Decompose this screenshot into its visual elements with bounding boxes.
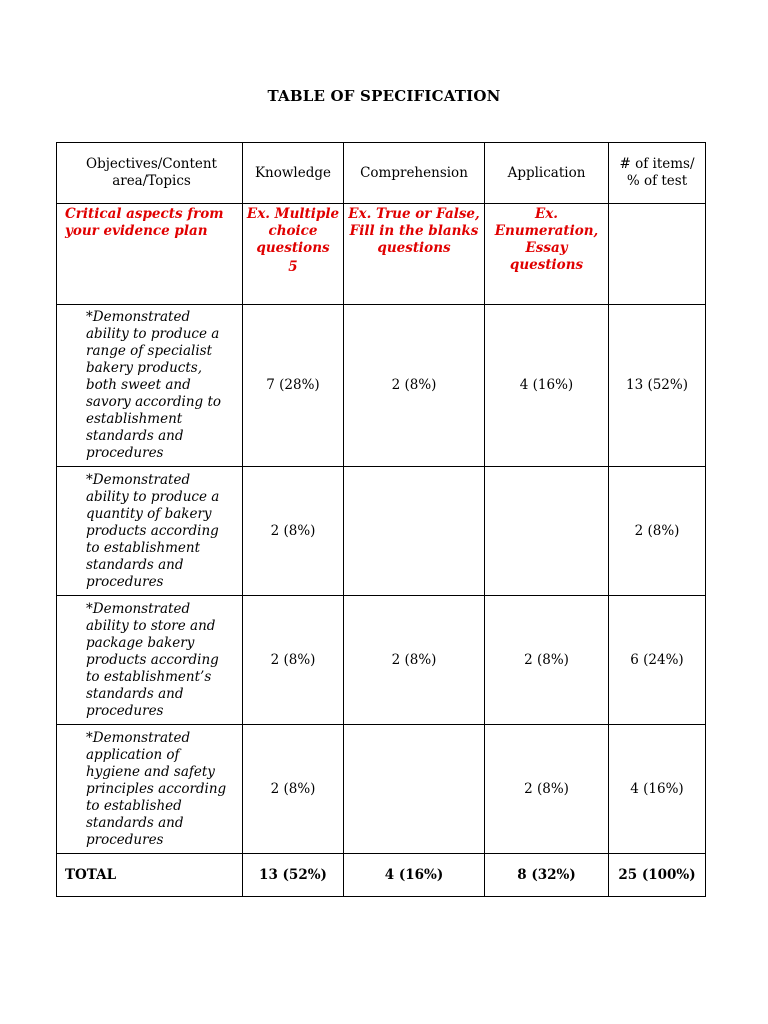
row-items: 6 (24%) bbox=[609, 596, 706, 725]
total-label: TOTAL bbox=[57, 854, 243, 897]
header-row bbox=[57, 143, 706, 204]
example-row bbox=[57, 204, 706, 305]
row-comprehension bbox=[344, 725, 485, 854]
example-knowledge-count: 5 bbox=[288, 259, 298, 275]
example-topics: Critical aspects from your evidence plan bbox=[57, 204, 243, 305]
row-topic: *Demonstrated ability to store and package bakery products according to establishment’s standards and procedures bbox=[57, 596, 243, 725]
header-items: # of items/ % of test bbox=[609, 143, 706, 204]
specification-table bbox=[56, 142, 706, 897]
total-comprehension: 4 (16%) bbox=[344, 854, 485, 897]
total-row bbox=[57, 854, 706, 897]
example-comprehension: Ex. True or False, Fill in the blanks questions bbox=[344, 204, 485, 305]
header-topics: Objectives/Content area/Topics bbox=[57, 143, 243, 204]
row-items: 2 (8%) bbox=[609, 467, 706, 596]
header-application: Application bbox=[485, 143, 609, 204]
row-topic: *Demonstrated application of hygiene and safety principles according to established standards and procedures bbox=[57, 725, 243, 854]
total-items: 25 (100%) bbox=[609, 854, 706, 897]
table-row bbox=[57, 596, 706, 725]
row-knowledge: 2 (8%) bbox=[243, 725, 344, 854]
row-knowledge: 2 (8%) bbox=[243, 467, 344, 596]
row-application: 2 (8%) bbox=[485, 596, 609, 725]
row-application: 2 (8%) bbox=[485, 725, 609, 854]
row-comprehension: 2 (8%) bbox=[344, 305, 485, 467]
header-knowledge: Knowledge bbox=[243, 143, 344, 204]
total-application: 8 (32%) bbox=[485, 854, 609, 897]
row-items: 4 (16%) bbox=[609, 725, 706, 854]
table-row bbox=[57, 725, 706, 854]
row-application bbox=[485, 467, 609, 596]
row-knowledge: 7 (28%) bbox=[243, 305, 344, 467]
example-knowledge: Ex. Multiple choice questions bbox=[246, 206, 340, 256]
example-application: Ex. Enumeration, Essay questions bbox=[485, 204, 609, 305]
example-knowledge-cell bbox=[243, 204, 344, 305]
table-row bbox=[57, 467, 706, 596]
row-topic: *Demonstrated ability to produce a quantity of bakery products according to establishment standards and procedures bbox=[57, 467, 243, 596]
table-row bbox=[57, 305, 706, 467]
page-title: TABLE OF SPECIFICATION bbox=[267, 87, 501, 105]
total-knowledge: 13 (52%) bbox=[243, 854, 344, 897]
example-items bbox=[609, 204, 706, 305]
header-comprehension: Comprehension bbox=[344, 143, 485, 204]
row-knowledge: 2 (8%) bbox=[243, 596, 344, 725]
row-comprehension bbox=[344, 467, 485, 596]
row-topic: *Demonstrated ability to produce a range of specialist bakery products, both sweet and savory according to establishment standards and procedures bbox=[57, 305, 243, 467]
row-application: 4 (16%) bbox=[485, 305, 609, 467]
row-items: 13 (52%) bbox=[609, 305, 706, 467]
row-comprehension: 2 (8%) bbox=[344, 596, 485, 725]
